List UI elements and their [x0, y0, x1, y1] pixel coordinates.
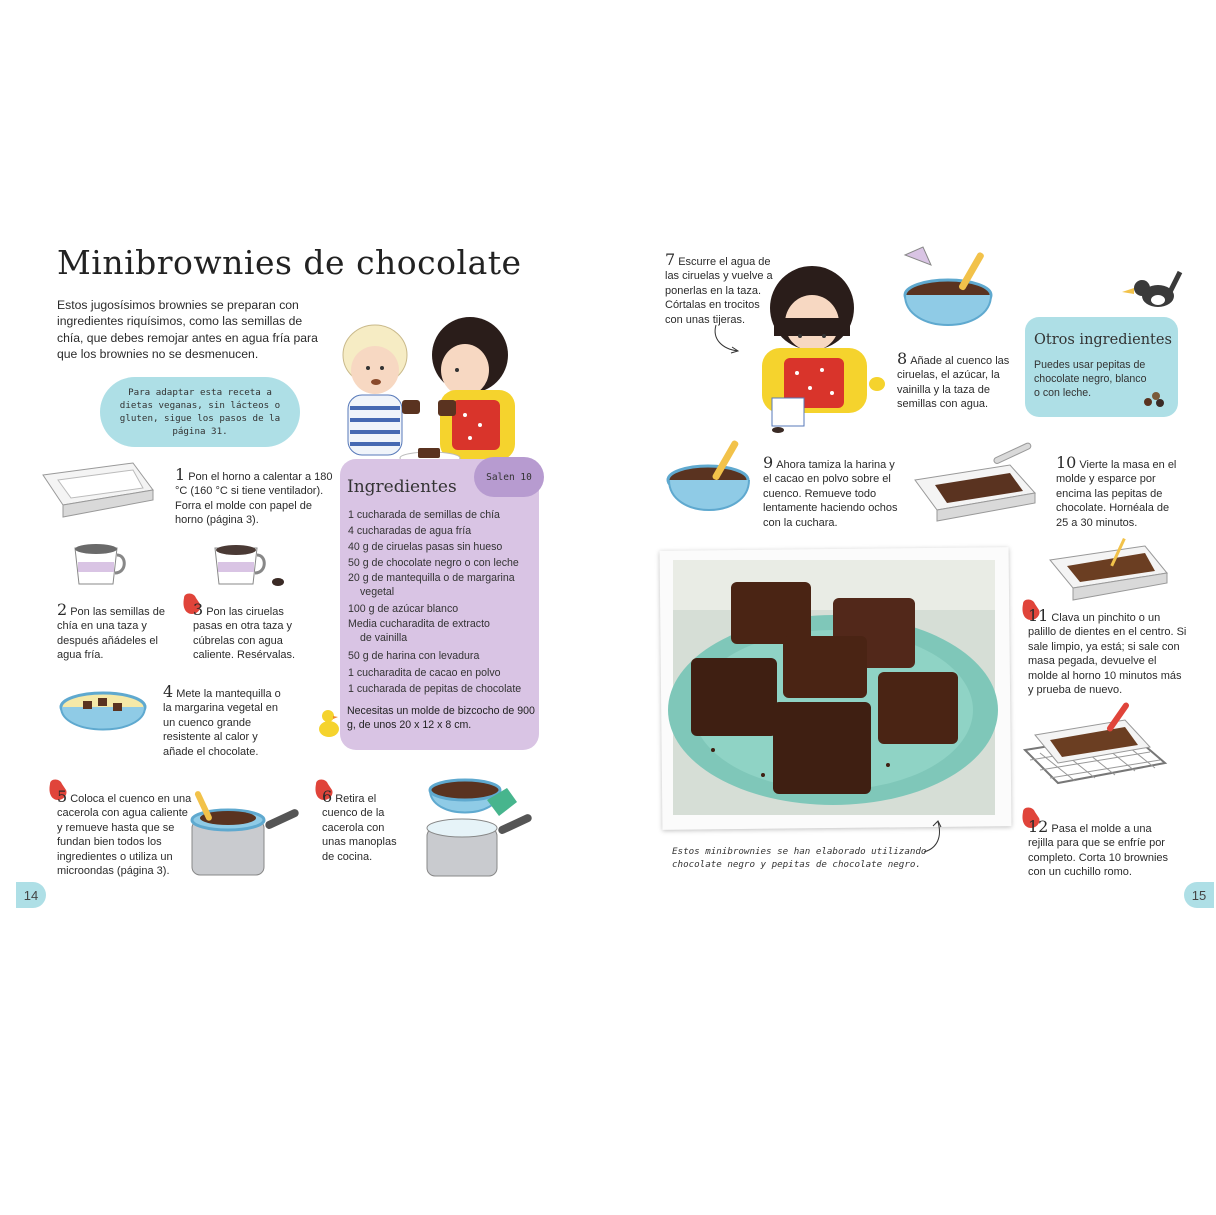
saucepan-illustration: [190, 785, 305, 880]
girl-cutting-illustration: [752, 258, 887, 433]
bird-icon: [1120, 268, 1180, 318]
step-text: Coloca el cuenco en una cacerola con agua caliente y remueve hasta que se fundan bien todos los ingredientes o utiliza un microondas (página 3).: [57, 793, 192, 878]
vegan-note-text: Para adaptar esta receta a dietas veganas, sin lácteos o gluten, sigue los pasos de la página 31.: [119, 387, 281, 437]
ingredients-title: Ingredientes: [347, 477, 457, 497]
baking-tin-illustration: [33, 455, 158, 520]
step-number: 6: [322, 787, 333, 806]
ingredient-item: 100 g de azúcar blanco: [348, 603, 459, 616]
step-number: 12: [1028, 817, 1049, 836]
prunes-cup-illustration: [210, 540, 290, 592]
step-6: [322, 787, 402, 864]
servings-text: Salen 10: [486, 471, 532, 483]
page-number-left: 14: [16, 882, 46, 908]
vegan-note: [100, 377, 300, 447]
mixing-bowl-illustration: [900, 245, 998, 340]
step-number: 8: [897, 349, 908, 368]
remove-bowl-illustration: [425, 770, 540, 880]
duck-icon: [318, 707, 340, 739]
step-text: Retira el cuenco de la cacerola con unas manoplas de cocina.: [322, 793, 397, 863]
filled-tin-illustration: [905, 455, 1040, 525]
ingredient-item: 1 cucharadita de cacao en polvo: [348, 666, 501, 679]
sifting-bowl-illustration: [667, 438, 757, 526]
ingredient-item: 50 g de chocolate negro o con leche: [348, 557, 519, 570]
ingredients-list: [348, 507, 538, 697]
step-2: [57, 600, 167, 663]
ingredient-item-continued: vegetal: [360, 586, 395, 599]
step-number: 5: [57, 787, 68, 806]
step-number: 1: [175, 465, 186, 484]
page-title: Minibrownies de chocolate: [57, 243, 522, 282]
step-text: Pon las ciruelas pasas en otra taza y cúbrelas con agua caliente. Resérvalas.: [193, 606, 296, 662]
step-9: [763, 453, 898, 530]
step-text: Pon el horno a calentar a 180 °C (160 °C si tiene ventilador). Forra el molde con papel de horno (página 3).: [175, 471, 333, 527]
step-text: Ahora tamiza la harina y el cacao en polvo sobre el cuenco. Remueve todo lentamente haciendo ochos con la cuchara.: [763, 459, 898, 529]
step-number: 4: [163, 682, 174, 701]
photo-caption: Estos minibrownies se han elaborado utilizando chocolate negro y pepitas de chocolate negro.: [672, 846, 927, 870]
step-text: Pasa el molde a una rejilla para que se enfríe por completo. Corta 10 brownies con un cuchillo romo.: [1028, 823, 1169, 879]
other-ingredients-text: Puedes usar pepitas de chocolate negro, blanco o con leche.: [1034, 359, 1147, 400]
cooling-rack-illustration: [1020, 695, 1170, 805]
chocolate-bowl-illustration: [58, 685, 148, 757]
step-number: 11: [1028, 606, 1049, 625]
ingredient-item-continued: de vainilla: [360, 632, 408, 645]
step-3: [193, 600, 303, 663]
step-5: [57, 787, 192, 878]
ingredient-item: Media cucharadita de extracto: [348, 618, 490, 631]
other-ingredients-title: Otros ingredientes: [1034, 332, 1172, 348]
step-number: 10: [1056, 453, 1077, 472]
baked-tin-illustration: [1045, 538, 1170, 603]
ingredient-item: 50 g de harina con levadura: [348, 650, 480, 663]
step-text: Pon las semillas de chía en una taza y después añádeles el agua fría.: [57, 606, 165, 662]
ingredient-item: 1 cucharada de semillas de chía: [348, 509, 500, 521]
step-text: Mete la mantequilla o la margarina vegetal en un cuenco grande resistente al calor y añade el chocolate.: [163, 688, 281, 758]
step-number: 9: [763, 453, 774, 472]
ingredient-item: 40 g de ciruelas pasas sin hueso: [348, 541, 503, 554]
step-text: Añade al cuenco las ciruelas, el azúcar, la vainilla y la taza de semillas con agua.: [897, 355, 1010, 411]
step-text: Clava un pinchito o un palillo de dientes en el centro. Si sale limpio, ya está; si sale con masa pegada, devuelve el molde al horno 10 minutos más y prueba de nuevo.: [1028, 612, 1187, 697]
step-8: [897, 349, 1017, 412]
step-11: [1028, 606, 1188, 697]
chia-cup-illustration: [70, 540, 132, 592]
step-text: Vierte la masa en el molde y esparce por encima las pepitas de chocolate. Hornéala de 25 a 30 minutos.: [1056, 459, 1177, 529]
step-number: 7: [665, 250, 676, 269]
ingredient-item: 4 cucharadas de agua fría: [348, 525, 472, 538]
chocolate-chips-icon: [1142, 390, 1166, 408]
mold-note: Necesitas un moldе de bizcocho de 900 g, de unos 20 x 12 x 8 cm.: [347, 705, 535, 731]
arrow-icon: [712, 323, 742, 355]
ingredient-item: 1 cucharada de pepitas de chocolate: [348, 682, 522, 695]
step-number: 3: [193, 600, 204, 619]
step-10: [1056, 453, 1181, 530]
step-1: [175, 465, 335, 528]
children-illustration: [330, 300, 540, 470]
servings-badge: [474, 457, 544, 497]
ingredient-item: 20 g de mantequilla o de margarina: [348, 572, 515, 585]
step-number: 2: [57, 600, 68, 619]
intro-text: Estos jugosísimos brownies se preparan con ingredientes riquísimos, como las semillas de chía, que debes remojar antes en agua fría para que los brownies no se desmenucen.: [57, 298, 318, 361]
page-number-right: 15: [1184, 882, 1214, 908]
brownies-photo: [673, 560, 995, 815]
step-12: [1028, 817, 1178, 880]
step-text: Escurre el agua de las ciruelas y vuelve a ponerlas en la taza. Córtalas en trocitos con unas tijeras.: [665, 256, 773, 326]
step-4: [163, 682, 288, 759]
